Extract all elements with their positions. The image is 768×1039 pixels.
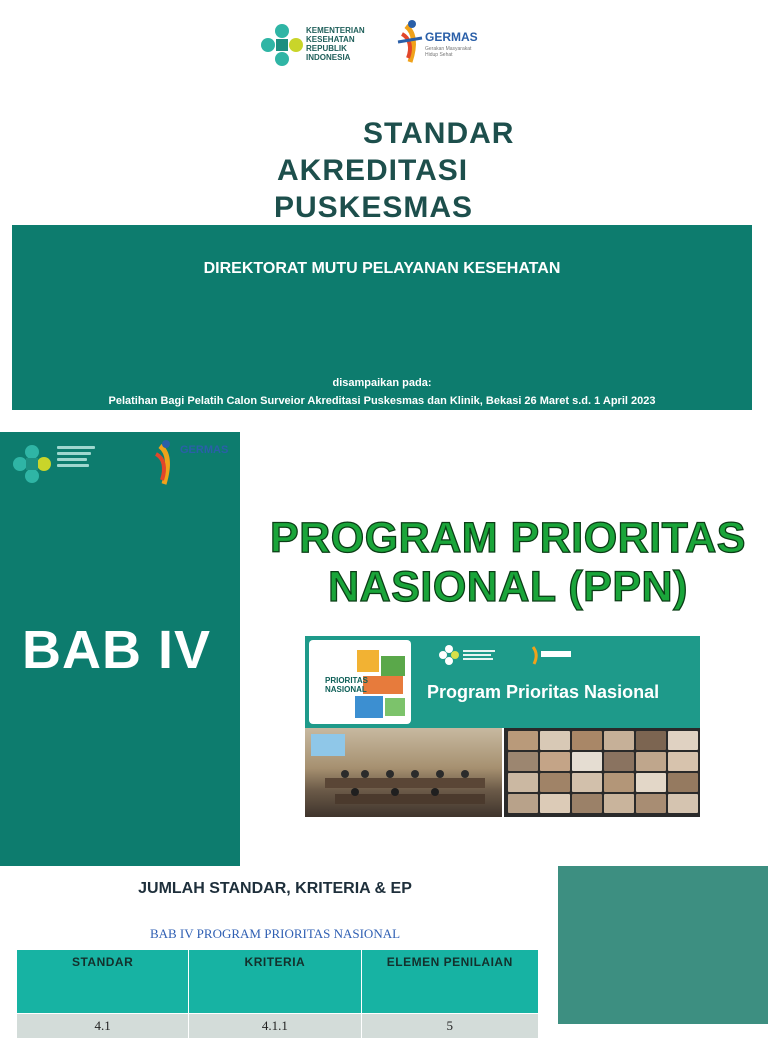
slide-1 xyxy=(0,0,768,420)
table-title: JUMLAH STANDAR, KRITERIA & EP xyxy=(138,880,412,897)
presented-at-label: disampaikan pada: xyxy=(332,377,432,389)
meeting-room-illustration-icon xyxy=(305,728,502,817)
banner-logos-icon xyxy=(435,644,605,666)
program-banner-image xyxy=(305,636,700,817)
cell-kriteria: 4.1.1 xyxy=(189,1014,361,1039)
banner-heading: Program Prioritas Nasional xyxy=(427,682,660,702)
video-conference-grid xyxy=(504,728,700,817)
germas-logo-subtext: Gerakan Masyarakat Hidup Sehat xyxy=(425,46,472,58)
title-line-3: PUSKESMAS xyxy=(274,191,474,224)
banner-card-label: PRIORITAS NASIONAL xyxy=(325,676,368,694)
program-title-line-2: NASIONAL (PPN) xyxy=(328,563,688,611)
table-row xyxy=(17,1014,539,1039)
bab-panel xyxy=(0,432,240,866)
germas-logo-label: GERMAS xyxy=(425,30,478,44)
header-standar: STANDAR xyxy=(17,950,189,1014)
directorate-label: DIREKTORAT MUTU PELAYANAN KESEHATAN xyxy=(203,260,561,277)
banner-header xyxy=(305,636,700,728)
program-title-line-1: PROGRAM PRIORITAS xyxy=(270,514,746,562)
banner-card xyxy=(309,640,411,724)
cell-standar: 4.1 xyxy=(17,1014,189,1039)
event-label: Pelatihan Bagi Pelatih Calon Surveior Akreditasi Puskesmas dan Klinik, Bekasi 26 Maret s.d. 1 April 2023 xyxy=(108,395,656,407)
decorative-panel xyxy=(558,866,768,1024)
standards-table xyxy=(16,949,539,1039)
title-line-1: STANDAR xyxy=(363,117,515,150)
kemenkes-logo-text-lines xyxy=(57,446,95,470)
header-kriteria: KRITERIA xyxy=(189,950,361,1014)
title-line-2: AKREDITASI xyxy=(277,154,469,187)
title-band xyxy=(12,225,752,410)
header-elemen-penilaian: ELEMEN PENILAIAN xyxy=(361,950,539,1014)
germas-logo-label: GERMAS xyxy=(180,444,229,456)
table-header-row xyxy=(17,950,539,1014)
kemenkes-logo-text: KEMENTERIAN KESEHATAN REPUBLIK INDONESIA xyxy=(306,26,365,62)
table-subtitle: BAB IV PROGRAM PRIORITAS NASIONAL xyxy=(149,926,401,941)
meeting-room-photo xyxy=(305,728,502,817)
cell-elemen-penilaian: 5 xyxy=(361,1014,539,1039)
bab-title: BAB IV xyxy=(22,620,212,680)
